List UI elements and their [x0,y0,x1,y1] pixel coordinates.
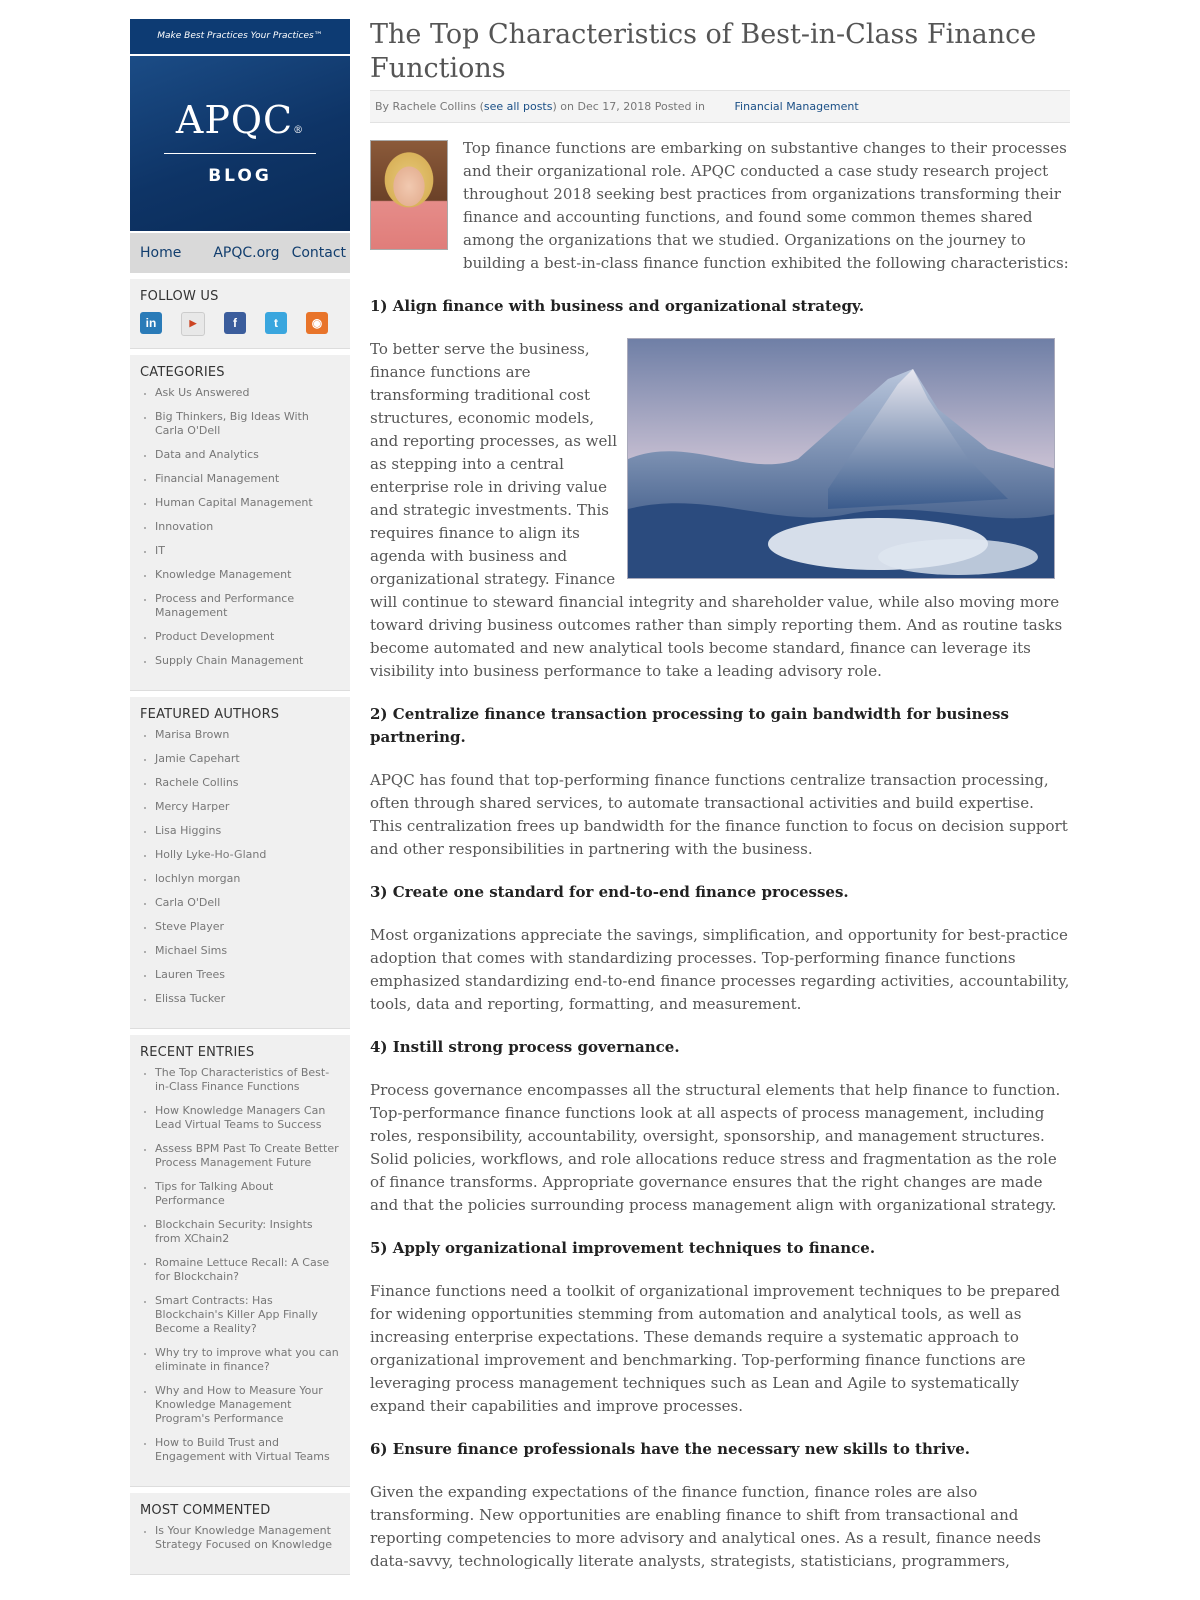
recent-entries-panel [130,1035,350,1487]
recent-entry-link[interactable]: • Why try to improve what you can eliminate in finance? [155,1346,340,1374]
section-paragraph: Given the expanding expectations of the finance function, finance roles are also transforming. New opportunities are enabling finance to shift from transactional and reporting competencies to more advisory and analytical ones. As a result, finance needs data-savvy, technologically literate analysts, strategists, statisticians, programmers, [370,1483,1041,1570]
recent-entry-link[interactable]: • Romaine Lettuce Recall: A Case for Blockchain? [155,1256,340,1284]
section-heading: 2) Centralize finance transaction processing to gain bandwidth for business partnering. [370,705,1009,746]
social-icons [140,312,340,336]
youtube-icon[interactable]: ▶ [181,312,205,336]
section-paragraph: To better serve the business, finance functions are transforming traditional cost structures, economic models, and reporting processes, as well as stepping into a central enterprise role in driving value and strategic investments. This requires finance to align its agenda with business and organizational strategy. Finance will continue to steward financial integrity and shareholder value, while also moving more toward driving business outcomes rather than simply reporting them. And as routine tasks become automated and new analytical tools become standard, finance can leverage its visibility into business performance to take a leading advisory role. [370,340,1063,680]
authors-list [140,728,340,1006]
recent-entry-link[interactable]: • Assess BPM Past To Create Better Process Management Future [155,1142,340,1170]
recent-entry-link[interactable]: • Tips for Talking About Performance [155,1180,340,1208]
author-link[interactable]: • Elissa Tucker [155,992,340,1006]
recent-entry-link[interactable]: • How to Build Trust and Engagement with Virtual Teams [155,1436,340,1464]
nav-home-link[interactable]: Home [140,245,182,261]
recent-entries-list [140,1066,340,1464]
section-paragraph: Finance functions need a toolkit of organizational improvement techniques to be prepared for widening opportunities stemming from automation and analytical tools, as well as increasing enterprise expectations. These demands require a systematic approach to organizational improvement and benchmarking. Top-performing finance functions are leveraging process management techniques such as Lean and Agile to systematically expand their capabilities and improve processes. [370,1282,1060,1415]
section-paragraph: Most organizations appreciate the savings, simplification, and opportunity for best-practice adoption that comes with standardizing processes. Top-performing finance functions emphasized standardizing end-to-end finance processes regarding activities, accountability, tools, data and reporting, formatting, and measurement. [370,926,1070,1013]
tagline: Make Best Practices Your Practices™ [130,19,350,54]
author-link[interactable]: • Lisa Higgins [155,824,340,838]
recent-entry-link[interactable]: • Smart Contracts: Has Blockchain's Killer App Finally Become a Reality? [155,1294,340,1336]
nav-apqc-link[interactable]: APQC.org [213,245,280,261]
author-link[interactable]: • lochlyn morgan [155,872,340,886]
follow-us-panel [130,279,350,349]
recent-entry-link[interactable]: • How Knowledge Managers Can Lead Virtual Teams to Success [155,1104,340,1132]
category-link[interactable]: • IT [155,544,340,558]
recent-entry-link[interactable]: • The Top Characteristics of Best-in-Class Finance Functions [155,1066,340,1094]
author-link[interactable]: • Michael Sims [155,944,340,958]
post-meta [370,90,1070,123]
section-heading: 5) Apply organizational improvement techniques to finance. [370,1239,876,1257]
section-paragraph: Process governance encompasses all the structural elements that help finance to function. Top-performance finance functions look at all aspects of process management, including roles, responsibility, accountability, oversight, sponsorship, and management structures. Solid policies, workflows, and role allocations reduce stress and fragmentation as the role of finance transforms. Appropriate governance ensures that the right changes are made and that the policies surrounding process management align with organizational strategy. [370,1081,1061,1214]
most-commented-list [140,1524,340,1552]
facebook-icon[interactable]: f [224,312,246,334]
top-nav [130,233,350,273]
section-paragraph: APQC has found that top-performing finance functions centralize transaction processing, often through shared services, to automate transactional activities and build expertise. This centralization frees up bandwidth for the finance function to focus on decision support and other responsibilities in partnering with the business. [370,771,1068,858]
section-heading: 4) Instill strong process governance. [370,1038,680,1056]
author-link[interactable]: • Mercy Harper [155,800,340,814]
logo-divider [164,153,316,154]
author-link[interactable]: • Marisa Brown [155,728,340,742]
category-link[interactable]: • Ask Us Answered [155,386,340,400]
section-heading: 1) Align finance with business and organizational strategy. [370,297,865,315]
twitter-icon[interactable]: t [265,312,287,334]
author-link[interactable]: • Steve Player [155,920,340,934]
author-photo [370,140,448,250]
author-link[interactable]: • Holly Lyke-Ho-Gland [155,848,340,862]
post-category-link[interactable]: Financial Management [734,100,859,113]
author-link[interactable]: • Carla O'Dell [155,896,340,910]
featured-authors-heading: FEATURED AUTHORS [140,707,280,722]
categories-panel [130,355,350,691]
category-link[interactable]: • Financial Management [155,472,340,486]
recent-entries-heading: RECENT ENTRIES [140,1045,255,1060]
logo-brand: APQC® [175,98,305,142]
mountain-image [627,338,1055,579]
section-heading: 3) Create one standard for end-to-end finance processes. [370,883,849,901]
follow-us-heading: FOLLOW US [140,289,219,304]
category-link[interactable]: • Big Thinkers, Big Ideas With Carla O'Dell [155,410,340,438]
post [370,18,1070,1593]
category-link[interactable]: • Knowledge Management [155,568,340,582]
most-commented-panel [130,1493,350,1575]
recent-entry-link[interactable]: • Blockchain Security: Insights from XChain2 [155,1218,340,1246]
intro-paragraph: Top finance functions are embarking on substantive changes to their processes and their organizational role. APQC conducted a case study research project throughout 2018 seeking best practices from organizations transforming their finance and accounting functions, and found some common themes shared among the organizations that we studied. Organizations on the journey to building a best-in-class finance function exhibited the following characteristics: [370,137,1070,275]
featured-authors-panel [130,697,350,1029]
most-commented-heading: MOST COMMENTED [140,1503,271,1518]
category-link[interactable]: • Process and Performance Management [155,592,340,620]
most-commented-link[interactable]: • Is Your Knowledge Management Strategy Focused on Knowledge [155,1524,340,1552]
see-all-posts-link[interactable]: see all posts [483,100,553,113]
author-link[interactable]: • Lauren Trees [155,968,340,982]
linkedin-icon[interactable]: in [140,312,162,334]
post-body [370,137,1070,1573]
categories-heading: CATEGORIES [140,365,225,380]
category-link[interactable]: • Product Development [155,630,340,644]
post-title: The Top Characteristics of Best-in-Class Finance Functions [370,19,1037,84]
category-link[interactable]: • Data and Analytics [155,448,340,462]
category-link[interactable]: • Supply Chain Management [155,654,340,668]
post-date: ) on Dec 17, 2018 Posted in [552,100,706,113]
rss-icon[interactable]: ◉ [306,312,328,334]
author-link[interactable]: • Jamie Capehart [155,752,340,766]
categories-list [140,386,340,668]
author-link[interactable]: • Rachele Collins [155,776,340,790]
section-heading: 6) Ensure finance professionals have the necessary new skills to thrive. [370,1440,970,1458]
recent-entry-link[interactable]: • Why and How to Measure Your Knowledge Management Program's Performance [155,1384,340,1426]
category-link[interactable]: • Innovation [155,520,340,534]
category-link[interactable]: • Human Capital Management [155,496,340,510]
post-byline: By Rachele Collins ( [375,100,484,113]
logo-subtitle: BLOG [208,166,272,186]
sidebar [130,19,350,1575]
blog-logo[interactable] [130,56,350,231]
nav-contact-link[interactable]: Contact [291,245,347,261]
